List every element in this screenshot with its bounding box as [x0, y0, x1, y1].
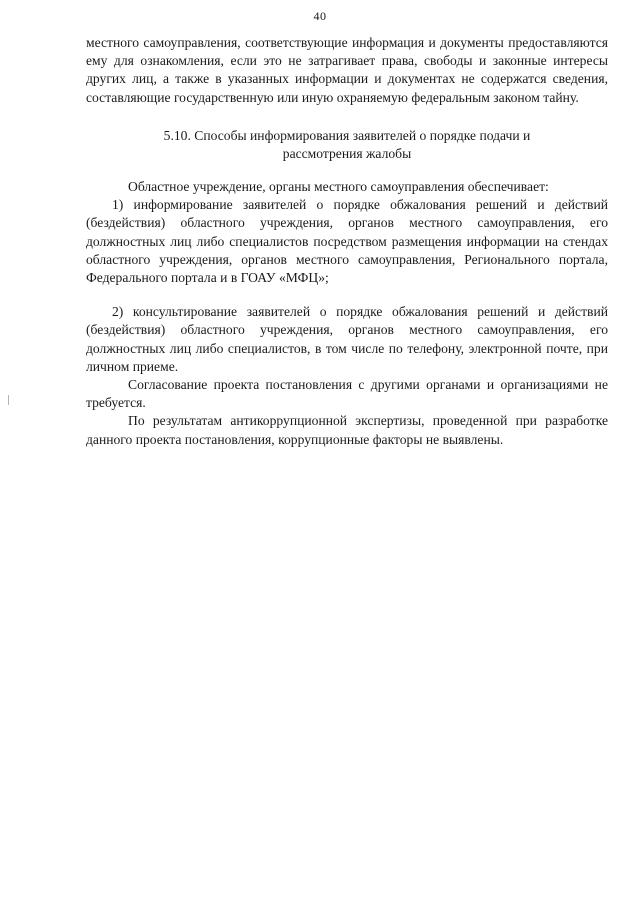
- anticorruption-paragraph: По результатам антикоррупционной экспертизы, проведенной при разработке данного проекта постановления, коррупционные факторы не выявлены.: [86, 413, 608, 447]
- approval-paragraph: Согласование проекта постановления с другими органами и организациями не требуется.: [86, 377, 608, 411]
- section-heading-line1: 5.10. Способы информирования заявителей о порядке подачи и: [163, 127, 531, 143]
- document-body: [86, 34, 608, 449]
- section-heading-line2: рассмотрения жалобы: [282, 146, 412, 162]
- section-heading: [86, 127, 608, 164]
- scan-margin-mark: [8, 395, 9, 405]
- intro-paragraph: местного самоуправления, соответствующие информация и документы предоставляются ему для ознакомления, если это не затрагивает права, свободы и законные интересы других лиц, а также в указанных информации и документах не содержатся сведения, составляющие государственную или иную охраняемую федеральным законом тайну.: [86, 35, 608, 105]
- page-number: 40: [313, 9, 327, 23]
- lead-paragraph: Областное учреждение, органы местного самоуправления обеспечивает:: [128, 179, 549, 194]
- list-item-consulting: 2) консультирование заявителей о порядке обжалования решений и действий (бездействия) областного учреждения, органов местного самоуправления, его должностных лиц либо специалистов, в том числе по телефону, электронной почте, при личном приеме.: [86, 304, 608, 374]
- list-item-informing: 1) информирование заявителей о порядке обжалования решений и действий (бездействия) областного учреждения, органов местного самоуправления, его должностных лиц либо специалистов посредством размещения информации на стендах областного учреждения, органов местного самоуправления, Регионального портала, Федерального портала и в ГОАУ «МФЦ»;: [86, 197, 608, 286]
